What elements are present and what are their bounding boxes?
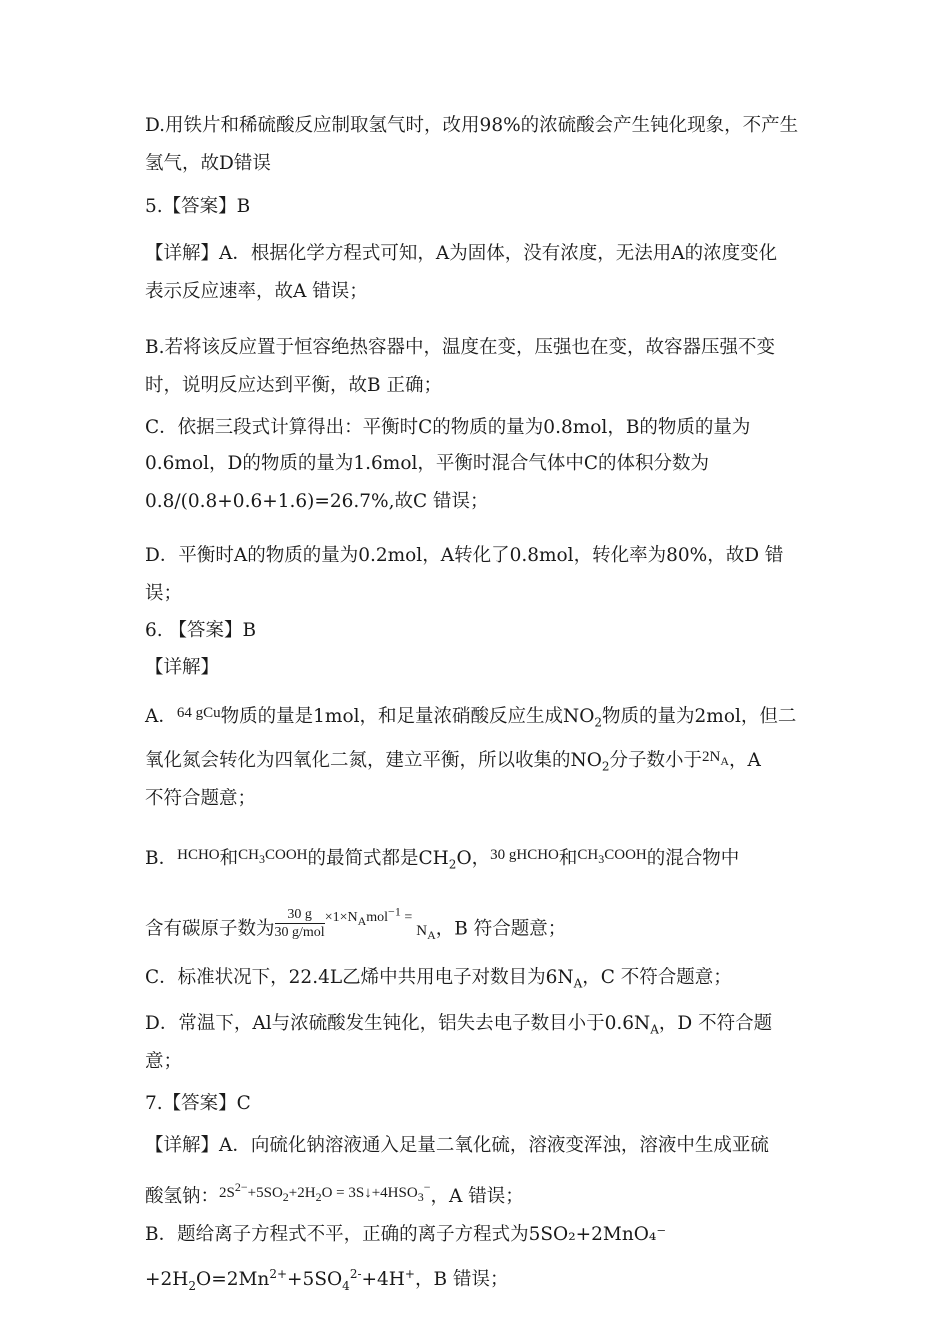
q7-b2-t2: O=2Mn <box>196 1269 270 1291</box>
q6-b2-multiplier <box>324 903 413 928</box>
q6-b-formula-ch3cooh-2 <box>577 847 647 866</box>
q6-d-line2: 意； <box>145 1051 183 1072</box>
q6-b-m4a: CH <box>577 847 599 863</box>
q6-b2-eq: = <box>400 909 413 925</box>
q6-a-line2 <box>145 749 761 779</box>
q6-b-m2sub: 3 <box>258 852 265 866</box>
q7-eq-rest-sub: 3 <box>417 1190 424 1204</box>
q7-b2-t5: ，B 错误； <box>414 1269 509 1291</box>
q6-a2-text1: 氧化氮会转化为四氧化二氮，建立平衡，所以收集的NO <box>145 750 602 771</box>
q6-b-line2 <box>145 903 567 947</box>
q6-a2-text2: 分子数小于 <box>609 750 703 771</box>
q5-answer: 5.【答案】B <box>145 196 251 217</box>
q7-b2-s4: + <box>404 1267 415 1281</box>
q6-a-line3: 不符合题意； <box>145 788 257 809</box>
q6-b-text4: 和 <box>558 848 578 869</box>
q7-b2-s1: 2 <box>188 1278 197 1293</box>
q6-b-text5: 的混合物中 <box>646 848 740 869</box>
q6-detail: 【详解】 <box>145 657 220 678</box>
q6-a2-formula-2na <box>702 749 730 768</box>
q7-a2-text1: 酸氢钠： <box>145 1186 220 1207</box>
q6-a-formula-64gcu: 64 gCu <box>176 705 221 721</box>
q6-b-text2: 的最简式都是CH <box>307 848 449 869</box>
q6-b-formula-30ghcho: 30 gHCHO <box>490 847 559 863</box>
q6-b-m4b: COOH <box>604 847 647 863</box>
q7-a2-text2: ，A 错误； <box>430 1186 524 1207</box>
q6-a-text2: 物质的量为2mol，但二 <box>602 706 797 727</box>
q6-b-line1 <box>145 847 739 877</box>
q6-b-formula-ch3cooh <box>238 847 308 866</box>
q6-b-sub2: 2 <box>448 857 457 872</box>
q6-b2-text2: ，B 符合题意； <box>435 918 567 940</box>
q6-b2-na <box>416 922 436 942</box>
q7-eq-2s-sup: 2− <box>234 1180 248 1194</box>
q4-d-line2: 氢气，故D错误 <box>145 153 271 174</box>
q6-b2-mol: mol <box>366 909 389 925</box>
q7-b2-s3: 4 <box>342 1278 350 1293</box>
q7-b2-s2: 2+ <box>269 1267 288 1281</box>
q6-c-line <box>145 966 732 996</box>
q6-b-formula-hcho: HCHO <box>177 847 220 863</box>
q7-a-line2 <box>145 1180 524 1214</box>
q6-b-m4sub: 3 <box>598 852 605 866</box>
q5-c-line1: C．依据三段式计算得出：平衡时C的物质的量为0.8mol，B的物质的量为 <box>145 417 751 438</box>
q7-eq-2s: 2S <box>219 1185 235 1201</box>
q6-c-sub: A <box>573 976 583 991</box>
q7-b-line1: B．题给离子方程式不平，正确的离子方程式为5SO₂+2MnO₄⁻ <box>145 1224 667 1245</box>
q6-a2-sub1: 2 <box>601 759 610 774</box>
q6-b-m2b: COOH <box>264 847 308 863</box>
q6-d-text1: D．常温下，Al与浓硫酸发生钝化，铝失去电子数目小于0.6N <box>145 1013 651 1034</box>
q6-a-sub1: 2 <box>594 715 603 730</box>
q7-answer: 7.【答案】C <box>145 1093 251 1114</box>
q6-d-line1 <box>145 1012 772 1042</box>
q5-c-line3: 0.8/(0.8+0.6+1.6)=26.7%,故C 错误； <box>145 491 489 512</box>
q6-b2-fraction <box>275 906 325 941</box>
q5-b-line2: 时，说明反应达到平衡，故B 正确； <box>145 375 442 396</box>
q7-b2-t1: +2H <box>145 1269 189 1291</box>
q5-a-line2: 表示反应速率，故A 错误； <box>145 281 368 302</box>
q6-b2-na-main: N <box>416 922 428 939</box>
q6-c-text2: ，C 不符合题意； <box>582 967 732 988</box>
q7-eq-5so-sub: 2 <box>282 1190 289 1204</box>
q5-c-line2: 0.6mol，D的物质的量为1.6mol，平衡时混合气体中C的体积分数为 <box>145 453 710 474</box>
q6-b-text3: O， <box>456 848 491 869</box>
q7-eq-5so: +5SO <box>247 1185 283 1201</box>
q5-d-line1: D．平衡时A的物质的量为0.2mol，A转化了0.8mol，转化率为80%，故D 错 <box>145 545 784 566</box>
q5-b-line1: B.若将该反应置于恒容绝热容器中，温度在变，压强也在变，故容器压强不变 <box>145 337 775 358</box>
q6-b2-mult: ×1×N <box>324 909 358 925</box>
q5-a-line1: 【详解】A．根据化学方程式可知，A为固体，没有浓度，无法用A的浓度变化 <box>145 243 778 264</box>
q7-b2-s3b: 2- <box>349 1267 362 1281</box>
q6-answer: 6. 【答案】B <box>145 620 257 641</box>
q6-d-sub: A <box>650 1022 659 1037</box>
q6-b2-text1: 含有碳原子数为 <box>145 918 275 940</box>
q6-b-m2a: CH <box>238 847 259 863</box>
q6-b2-denominator: 30 g/mol <box>274 925 325 940</box>
q6-c-text1: C．标准状况下，22.4L乙烯中共用电子对数目为6N <box>145 967 574 988</box>
q6-a2-formula-main: 2N <box>702 749 721 765</box>
q6-b-text1: 和 <box>219 848 239 869</box>
q6-a-prefix: A． <box>145 706 177 727</box>
q6-b2-numerator: 30 g <box>275 906 325 924</box>
q7-a-line1: 【详解】A．向硫化钠溶液通入足量二氧化硫，溶液变浑浊，溶液中生成亚硫 <box>145 1135 769 1156</box>
q6-d-text2: ，D 不符合题 <box>658 1013 773 1034</box>
q7-eq-rest: O = 3S↓+4HSO <box>321 1185 418 1201</box>
q7-a2-equation <box>219 1180 431 1204</box>
q6-a2-text3: ，A <box>729 750 761 771</box>
q5-d-line2: 误； <box>145 583 183 604</box>
q7-b2-t4: +4H <box>361 1269 405 1291</box>
q6-a-text1: 物质的量是1mol，和足量浓硝酸反应生成NO <box>220 706 595 727</box>
q6-b-prefix: B． <box>145 848 178 869</box>
q6-a-line1 <box>145 705 796 735</box>
q6-b2-na-sub: A <box>427 927 436 942</box>
q7-eq-2h: +2H <box>288 1185 316 1201</box>
q6-b2-exp: −1 <box>388 903 401 918</box>
q7-b-line2 <box>145 1262 508 1298</box>
q7-b2-t3: +5SO <box>287 1269 343 1291</box>
q6-b2-mult-sub: A <box>357 913 367 928</box>
q7-eq-2h-sub: 2 <box>315 1190 322 1204</box>
q7-eq-rest-sup: − <box>423 1180 431 1194</box>
q6-a2-formula-sub: A <box>720 754 730 768</box>
q4-d-line1: D.用铁片和稀硫酸反应制取氢气时，改用98%的浓硫酸会产生钝化现象，不产生 <box>145 115 799 136</box>
